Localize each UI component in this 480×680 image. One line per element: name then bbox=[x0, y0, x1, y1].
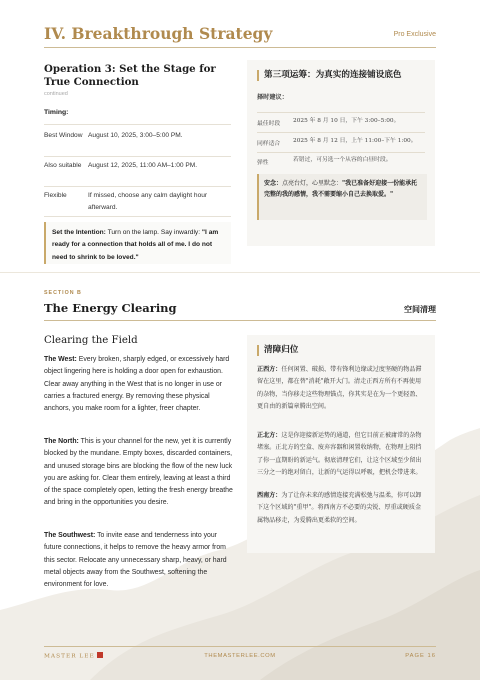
chinese-southwest-text: 为了让你未来的感情连接充满松弛与温柔，你可以卸下这个区域的"重甲"。将西南方不必要的尖锐、厚重或硬质金属物品移走，为爱腾出更柔软的空间。 bbox=[257, 492, 422, 524]
timing-table-divider bbox=[44, 216, 231, 217]
footer-brand-text: MASTER LEE bbox=[44, 653, 95, 660]
chinese-west-label: 正西方： bbox=[257, 366, 282, 373]
chinese-table-divider bbox=[257, 152, 425, 153]
chinese-west-text: 任何闲置、破损、带有锋利边缘或过度坚硬的物品滞留在这里，都在替"消耗"敞开大门。清走正西方所有不再使用的杂物，当你移走这些物理锚点，你其实是在为一个更轻盈、更自由的新篇章腾出空间。 bbox=[257, 366, 422, 411]
section-divider bbox=[44, 320, 436, 321]
chinese-label-best: 最佳时段 bbox=[257, 121, 281, 127]
timing-heading: Timing: bbox=[44, 109, 69, 116]
section-tag: SECTION B bbox=[44, 290, 82, 296]
southwest-text: To invite ease and tenderness into your future connections, it helps to remove the heavy armor from this sector. Relocate any unnecessary sharp, heavy, or hard metal objects away from the Southwest, softening the environment for love. bbox=[44, 532, 227, 589]
footer-page-number: PAGE 16 bbox=[405, 653, 436, 659]
chinese-southwest-paragraph bbox=[257, 490, 425, 527]
chinese-clearing-title: 清障归位 bbox=[257, 345, 298, 356]
pro-exclusive-badge: Pro Exclusive bbox=[393, 31, 436, 38]
timing-value-also: August 12, 2025, 11:00 AM–1:00 PM. bbox=[88, 162, 198, 169]
chapter-title: IV. Breakthrough Strategy bbox=[44, 24, 273, 43]
chinese-label-flexible: 弹性 bbox=[257, 160, 269, 166]
southwest-paragraph bbox=[44, 530, 234, 591]
west-paragraph bbox=[44, 354, 234, 415]
section-separator bbox=[0, 272, 480, 273]
chinese-north-label: 正北方： bbox=[257, 432, 282, 439]
timing-label-best: Best Window bbox=[44, 132, 83, 139]
chinese-table-divider bbox=[257, 132, 425, 133]
chinese-north-text: 这是你迎接新运势的通道，但它目前正被庸常的杂物堵塞。正北方的空盒、废弃容器和闲置收纳物，在物理上阻挡了你一直期盼的新运气。彻底清理它们，让这个区域至少留出三分之一的绝对留白，让新的气运得以呼吸，把机会带进来。 bbox=[257, 432, 422, 477]
north-paragraph bbox=[44, 436, 234, 510]
timing-label-flexible: Flexible bbox=[44, 192, 67, 199]
header-divider bbox=[44, 47, 436, 48]
continued-label: continued bbox=[44, 91, 68, 97]
chinese-intention-text: 点亮台灯，心里默念： bbox=[282, 180, 343, 187]
chinese-intention-label: 安念： bbox=[264, 180, 283, 187]
north-text: This is your channel for the new, yet it is currently blocked by the mundane. Empty boxes, discarded containers, and unused storage bins are blocking the flow of the new luck you are asking for. Clear them entirely, leaving at least a third of the space completely open, letting the fresh energy breathe and bring in the opportunities you desire. bbox=[44, 438, 233, 507]
timing-value-best: August 10, 2025, 3:00–5:00 PM. bbox=[88, 132, 183, 139]
intention-quote: "I am ready for a connection that holds all of me. I do not need to shrink to be loved." bbox=[52, 229, 219, 261]
chinese-west-paragraph bbox=[257, 364, 425, 414]
timing-table-divider bbox=[44, 124, 231, 125]
chinese-value-also: 2025 年 8 月 12 日，上午 11:00–下午 1:00。 bbox=[293, 138, 417, 144]
footer-site-link[interactable]: THEMASTERLEE.COM bbox=[204, 653, 276, 659]
chinese-intention-quote: "我已准备好迎接一份能承托完整的我的感情，我不需要缩小自己去换取爱。" bbox=[264, 180, 418, 199]
clearing-title: Clearing the Field bbox=[44, 335, 138, 346]
west-label: The West: bbox=[44, 356, 77, 363]
section-title: The Energy Clearing bbox=[44, 301, 177, 315]
southwest-label: The Southwest: bbox=[44, 532, 96, 539]
chinese-timing-subtitle: 择时建议： bbox=[257, 94, 288, 101]
north-label: The North: bbox=[44, 438, 79, 445]
chinese-operation-title: 第三项运筹：为真实的连接铺设底色 bbox=[257, 70, 402, 81]
chinese-southwest-label: 西南方： bbox=[257, 492, 282, 499]
chinese-table-divider bbox=[257, 112, 425, 113]
chinese-value-flexible: 若错过，可另选一个从容的白昼时段。 bbox=[293, 157, 392, 163]
timing-value-flexible: If missed, choose any calm daylight hour afterward. bbox=[88, 192, 208, 211]
intention-label: Set the Intention: bbox=[52, 229, 106, 236]
chinese-label-also: 同样适合 bbox=[257, 141, 281, 147]
west-text: Every broken, sharply edged, or excessively hard object lingering here is holding a door open for exhaustion. Clear away anything in the West that is no longer in use or carries a fractured energy. By removing these physical anchors, you make room for a lighter, freer chapter. bbox=[44, 356, 230, 413]
timing-table-divider bbox=[44, 156, 231, 157]
timing-label-also: Also suitable bbox=[44, 162, 82, 169]
chinese-north-paragraph bbox=[257, 430, 425, 480]
operation-title: Operation 3: Set the Stage for True Connection bbox=[44, 63, 216, 88]
section-title-chinese: 空间清理 bbox=[404, 304, 436, 314]
chinese-intention-callout bbox=[257, 174, 427, 220]
timing-table-divider bbox=[44, 186, 231, 187]
chinese-value-best: 2025 年 8 月 10 日，下午 3:00–5:00。 bbox=[293, 118, 400, 124]
footer-divider bbox=[44, 646, 436, 647]
intention-text: Turn on the lamp. Say inwardly: bbox=[105, 229, 201, 236]
intention-callout bbox=[44, 222, 231, 264]
